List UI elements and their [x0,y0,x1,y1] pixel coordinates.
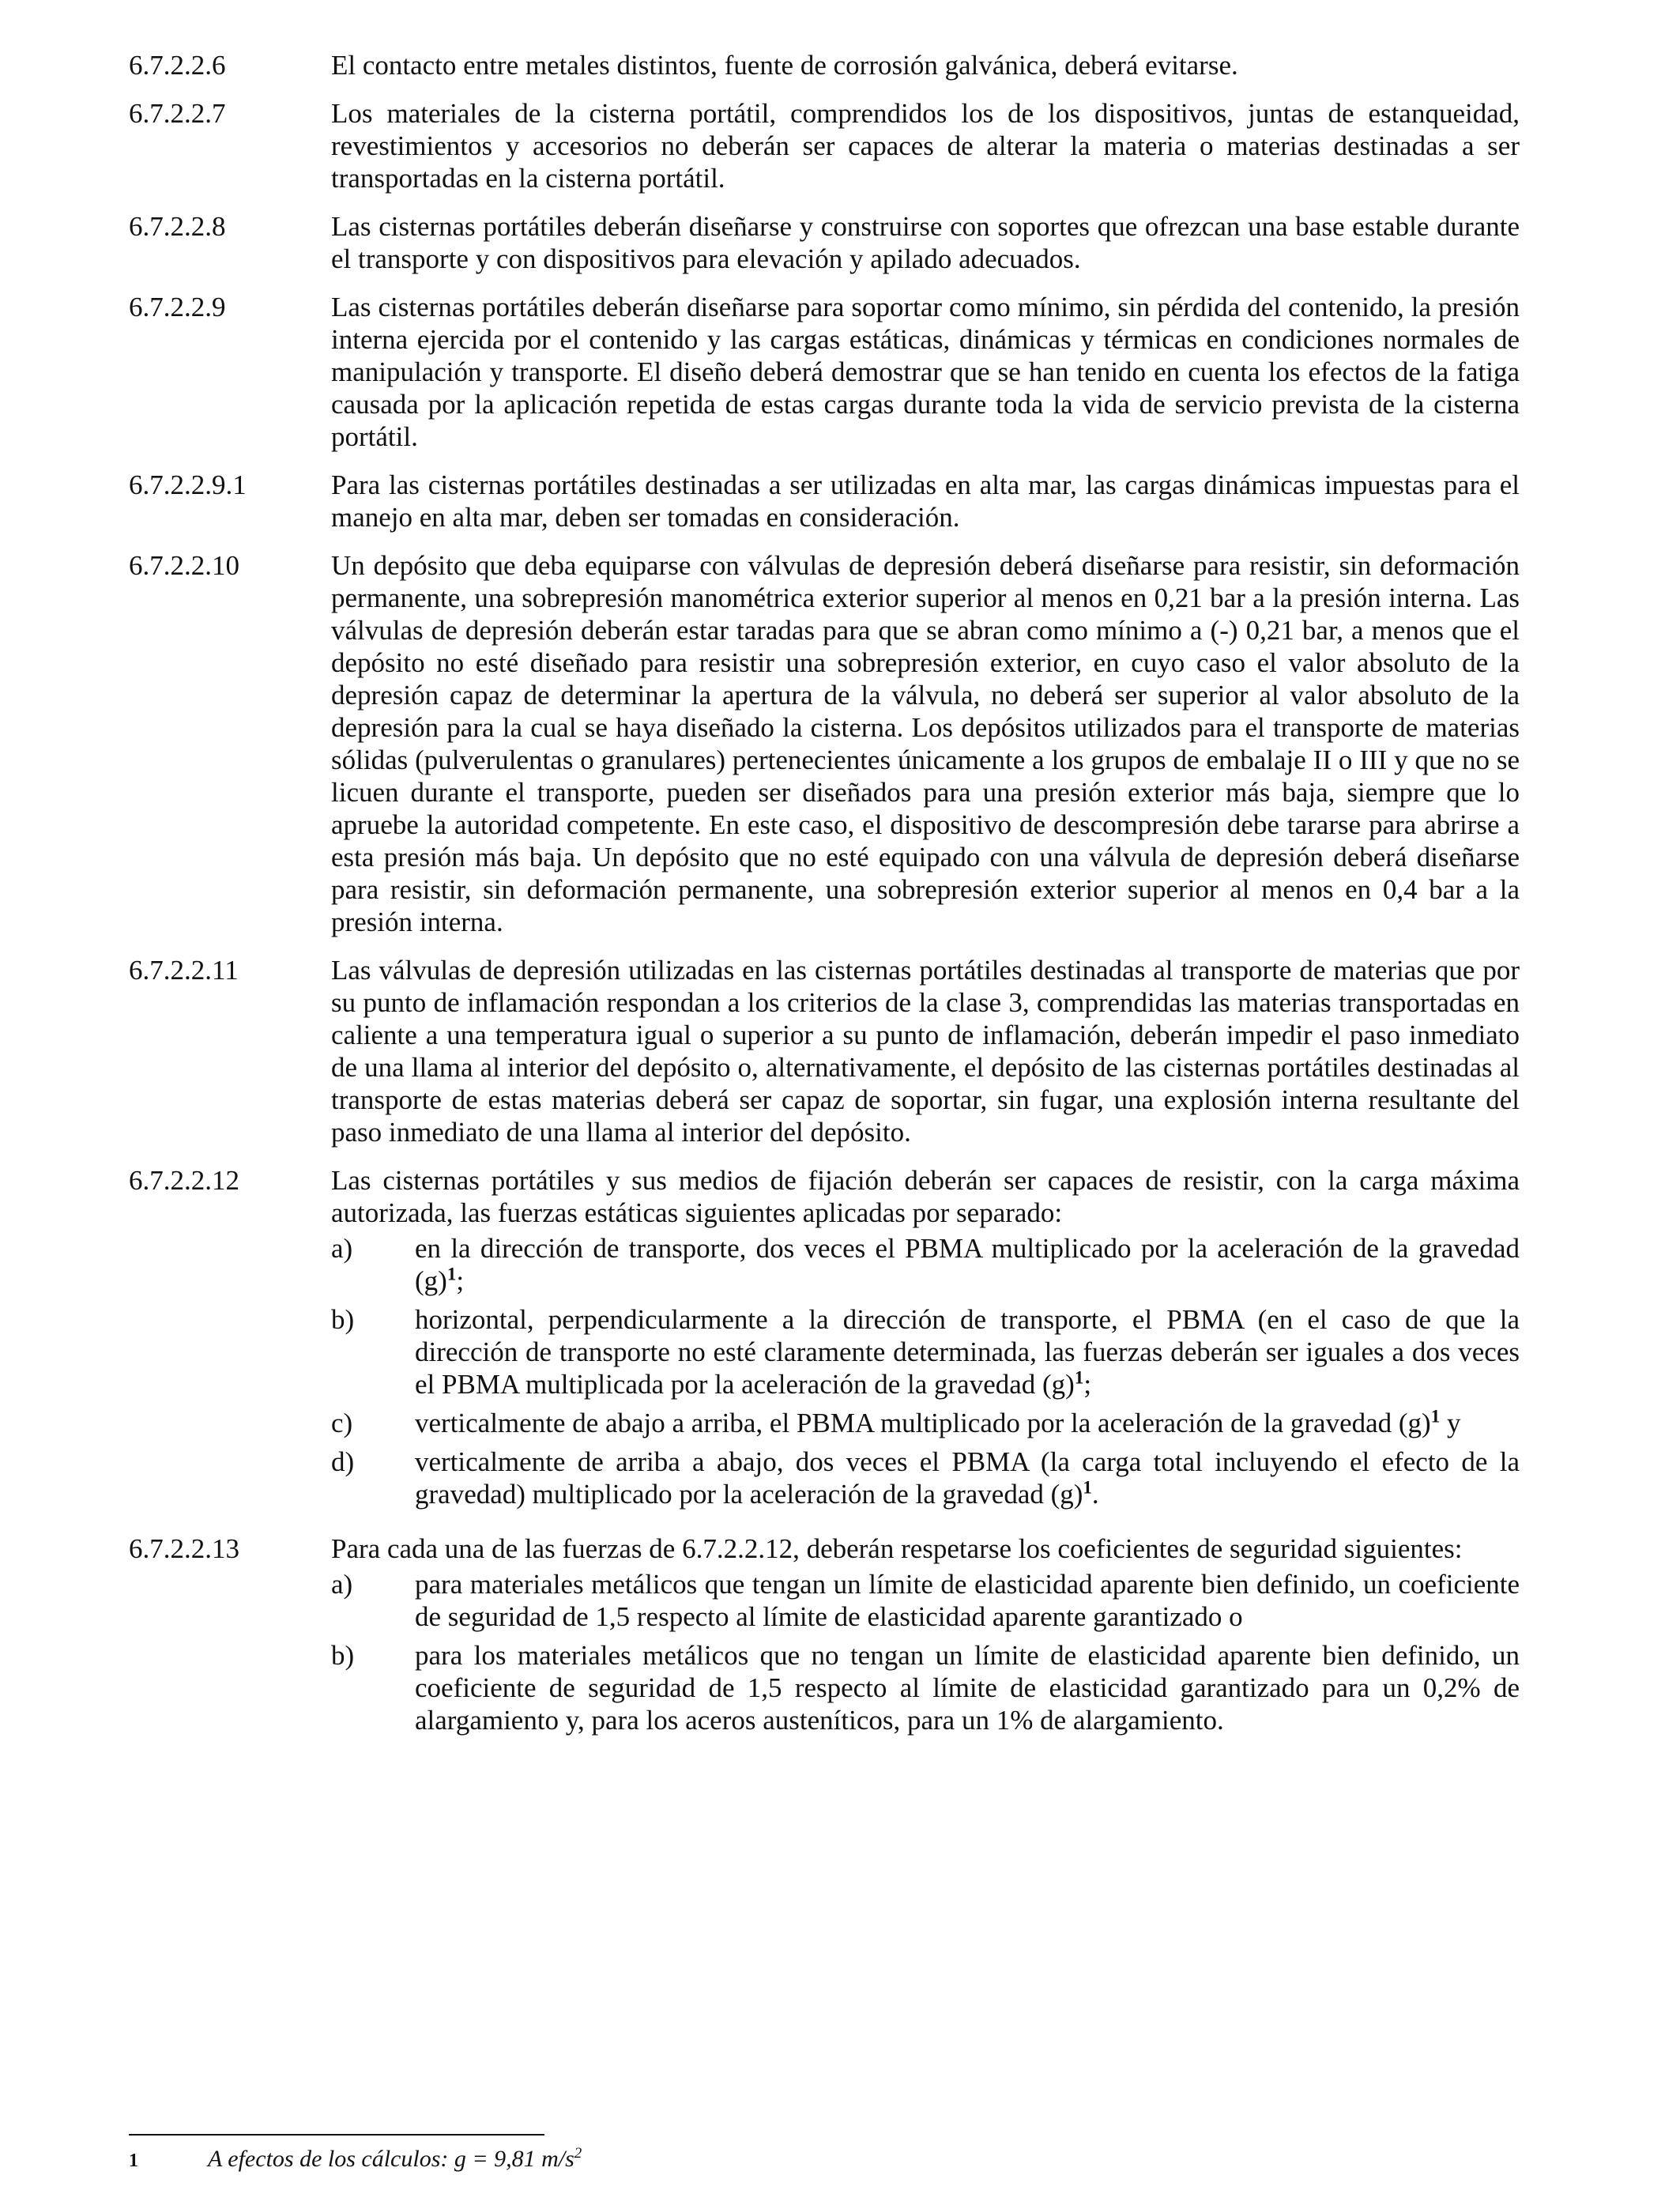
section-body [331,1164,1520,1517]
section-body [331,49,1520,81]
list-item-text [415,1303,1520,1400]
list-item-trailing: ; [1083,1369,1092,1400]
section-number: 6.7.2.2.12 [129,1165,239,1196]
list-item-text [415,1407,1520,1439]
section-number: 6.7.2.2.10 [129,550,239,581]
list-item-trailing: ; [456,1265,465,1296]
section-paragraph [129,49,1520,81]
section-text: Para las cisternas portátiles destinadas a ser utilizadas en alta mar, las cargas dinámicas impuestas para el manejo en alta mar, deben ser tomadas en consideración. [331,469,1520,533]
list-item-label: c) [331,1408,353,1438]
section-text: El contacto entre metales distintos, fuente de corrosión galvánica, deberá evitarse. [331,50,1238,81]
section-number: 6.7.2.2.8 [129,211,226,242]
footnote-superscript: 2 [574,2145,582,2162]
list-item [331,1446,1520,1510]
footnote-reference: 1 [1074,1367,1084,1388]
item-list [331,1568,1520,1736]
list-item [331,1568,1520,1633]
section-text: Las válvulas de depresión utilizadas en las cisternas portátiles destinadas al transporte de materias que por su punto de inflamación respondan a los criterios de la clase 3, comprendidas las materias transportadas en caliente a una temperatura igual o superior a su punto de inflamación, deberán impedir el paso inmediato de una llama al interior del depósito o, alternativamente, el depósito de las cisternas portátiles destinadas al transporte de estas materias deberá ser capaz de soportar, sin fugar, una explosión interna resultante del paso inmediato de una llama al interior del depósito. [331,955,1520,1148]
list-item-label: b) [331,1304,355,1335]
list-item-label: a) [331,1233,353,1264]
document-body [129,49,1520,1759]
section-number: 6.7.2.2.11 [129,955,239,986]
section-number: 6.7.2.2.7 [129,98,226,129]
list-item-body: verticalmente de abajo a arriba, el PBMA multiplicado por la aceleración de la gravedad (g) [415,1408,1431,1438]
list-item-body: para los materiales metálicos que no tengan un límite de elasticidad aparente bien definido, un coeficiente de seguridad de 1,5 respecto al límite de elasticidad garantizado para un 0,2% de alargamiento y, para los aceros austeníticos, para un 1% de alargamiento. [415,1640,1520,1736]
section-number: 6.7.2.2.6 [129,50,226,81]
section-number: 6.7.2.2.9.1 [129,469,247,500]
item-list [331,1232,1520,1510]
list-item-label: b) [331,1640,355,1671]
section-paragraph [129,210,1520,275]
footnote-body: A efectos de los cálculos: g = 9,81 m/s [208,2146,574,2172]
section-number: 6.7.2.2.9 [129,292,226,322]
section-body [331,1532,1520,1743]
list-item-text [415,1639,1520,1736]
list-item [331,1639,1520,1736]
section-paragraph [129,469,1520,533]
list-item-body: para materiales metálicos que tengan un límite de elasticidad aparente bien definido, un coeficiente de seguridad de 1,5 respecto al límite de elasticidad aparente garantizado o [415,1569,1520,1632]
footnote-separator [129,2134,544,2136]
footnote-reference: 1 [1430,1406,1441,1427]
list-item-label: d) [331,1446,355,1477]
section-paragraph [129,549,1520,938]
footnote-reference: 1 [446,1264,457,1284]
section-paragraph [129,97,1520,194]
list-item-text [415,1446,1520,1510]
footnote-reference: 1 [1083,1477,1092,1498]
list-item-trailing: y [1440,1408,1461,1438]
section-number: 6.7.2.2.13 [129,1533,239,1564]
section-text: Los materiales de la cisterna portátil, comprendidos los de los dispositivos, juntas de estanqueidad, revestimientos y accesorios no deberán ser capaces de alterar la materia o materias destinadas a ser transportadas en la cisterna portátil. [331,98,1520,194]
footnote-text [208,2145,582,2173]
section-text: Para cada una de las fuerzas de 6.7.2.2.12, deberán respetarse los coeficientes de seguridad siguientes: [331,1533,1463,1564]
list-item-body: horizontal, perpendicularmente a la dirección de transporte, el PBMA (en el caso de que la dirección de transporte no esté claramente determinada, las fuerzas deberán ser iguales a dos veces el PBMA multiplicada por la aceleración de la gravedad (g) [415,1304,1520,1400]
list-item-trailing: . [1091,1479,1099,1510]
list-item-text [415,1232,1520,1297]
section-text: Las cisternas portátiles deberán diseñarse para soportar como mínimo, sin pérdida del contenido, la presión interna ejercida por el contenido y las cargas estáticas, dinámicas y térmicas en condiciones normales de manipulación y transporte. El diseño deberá demostrar que se han tenido en cuenta los efectos de la fatiga causada por la aplicación repetida de estas cargas durante toda la vida de servicio prevista de la cisterna portátil. [331,292,1520,452]
footnote [129,2145,582,2175]
section-body [331,97,1520,194]
list-item-body: en la dirección de transporte, dos veces el PBMA multiplicado por la aceleración de la gravedad (g) [415,1233,1520,1296]
list-item [331,1303,1520,1400]
section-paragraph [129,1164,1520,1517]
list-item-label: a) [331,1569,353,1600]
section-body [331,210,1520,275]
list-item-body: verticalmente de arriba a abajo, dos veces el PBMA (la carga total incluyendo el efecto de la gravedad) multiplicado por la aceleración de la gravedad (g) [415,1446,1520,1510]
section-paragraph [129,954,1520,1148]
footnote-mark: 1 [129,2151,138,2171]
list-item [331,1232,1520,1297]
section-text: Las cisternas portátiles y sus medios de fijación deberán ser capaces de resistir, con la carga máxima autorizada, las fuerzas estáticas siguientes aplicadas por separado: [331,1165,1520,1228]
section-text: Un depósito que deba equiparse con válvulas de depresión deberá diseñarse para resistir, sin deformación permanente, una sobrepresión manométrica exterior superior al menos en 0,21 bar a la presión interna. Las válvulas de depresión deberán estar taradas para que se abran como mínimo a (-) 0,21 bar, a menos que el depósito no esté diseñado para resistir una sobrepresión exterior, en cuyo caso el valor absoluto de la depresión capaz de determinar la apertura de la válvula, no deberá ser superior al valor absoluto de la depresión para la cual se haya diseñado la cisterna. Los depósitos utilizados para el transporte de materias sólidas (pulverulentas o granulares) pertenecientes únicamente a los grupos de embalaje II o III y que no se licuen durante el transporte, pueden ser diseñados para una presión exterior más baja, siempre que lo apruebe la autoridad competente. En este caso, el dispositivo de descompresión debe tararse para abrirse a esta presión más baja. Un depósito que no esté equipado con una válvula de depresión deberá diseñarse para resistir, sin deformación permanente, una sobrepresión exterior superior al menos en 0,4 bar a la presión interna. [331,550,1520,937]
section-paragraph [129,1532,1520,1743]
section-text: Las cisternas portátiles deberán diseñarse y construirse con soportes que ofrezcan una base estable durante el transporte y con dispositivos para elevación y apilado adecuados. [331,211,1520,274]
section-body [331,954,1520,1148]
section-body [331,549,1520,938]
section-body [331,291,1520,453]
list-item-text [415,1568,1520,1633]
section-paragraph [129,291,1520,453]
section-body [331,469,1520,533]
list-item [331,1407,1520,1439]
